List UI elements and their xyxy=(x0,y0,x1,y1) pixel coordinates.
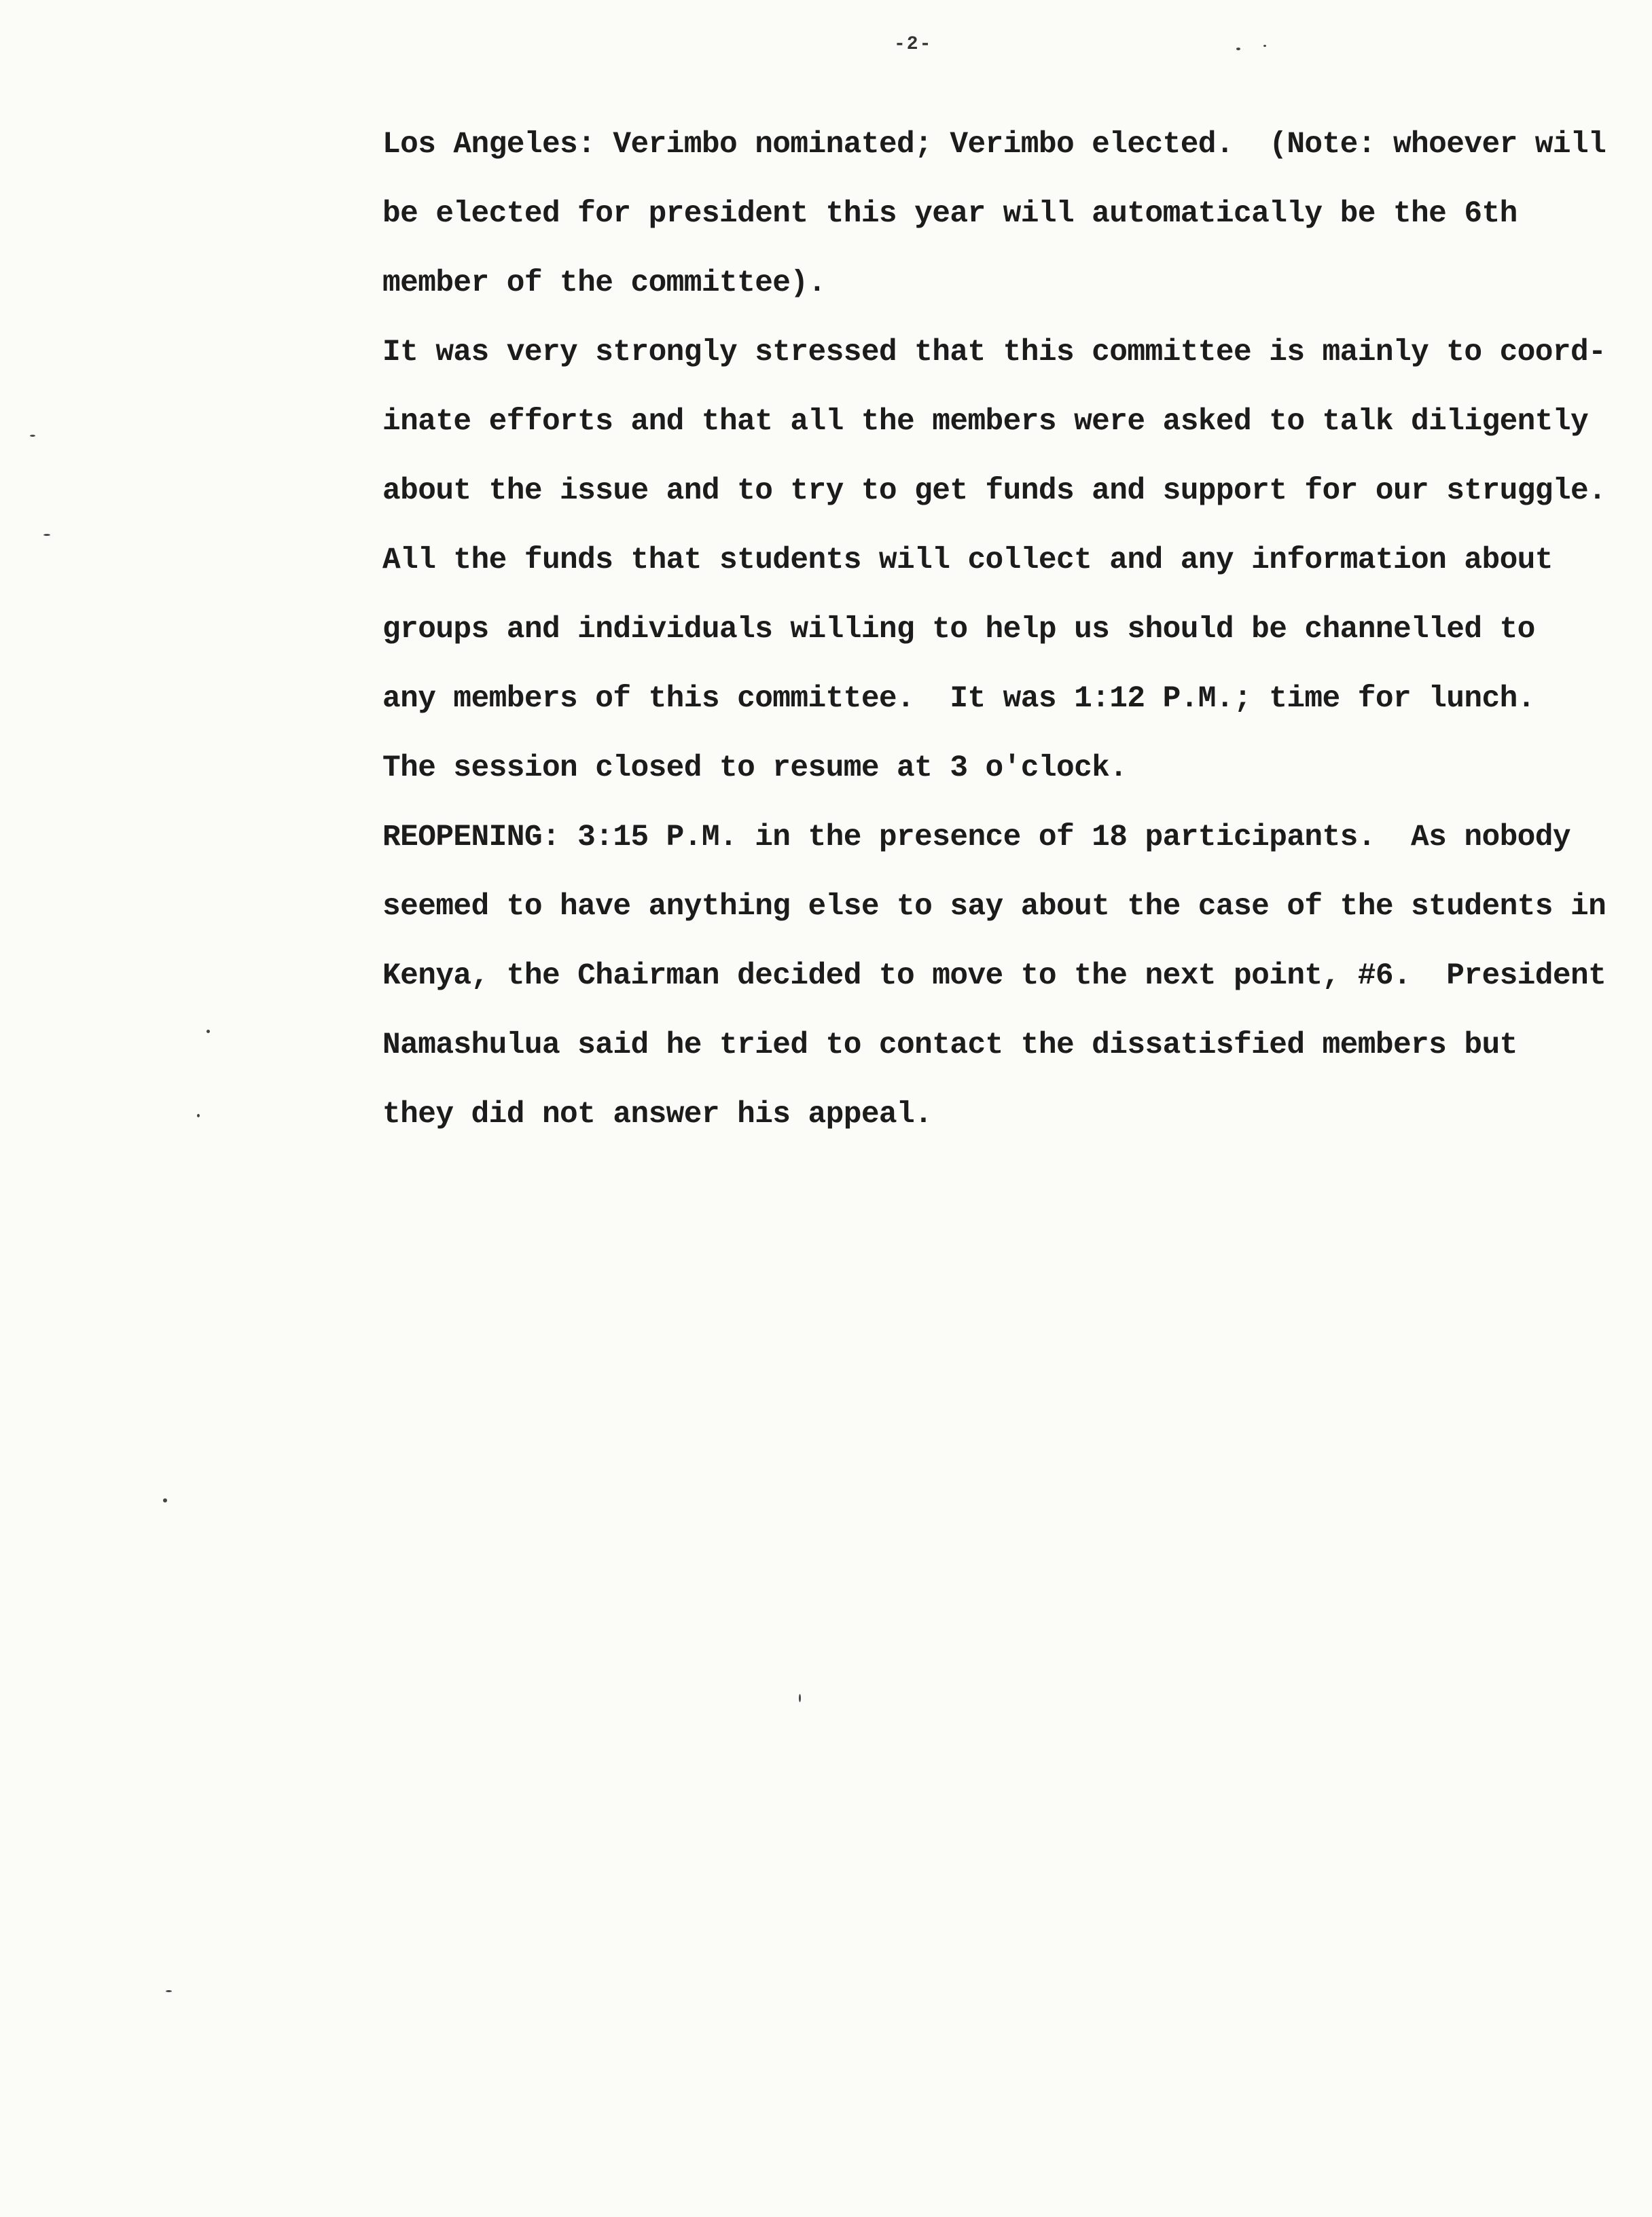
text-line: be elected for president this year will automatically be the 6th xyxy=(382,197,1518,231)
scan-speck xyxy=(206,1030,210,1033)
scan-speck xyxy=(166,1990,172,1992)
scan-speck xyxy=(799,1694,801,1702)
scan-speck xyxy=(30,435,35,437)
text-line: member of the committee). xyxy=(382,266,826,300)
typewritten-text-block xyxy=(382,110,1606,1149)
text-line: seemed to have anything else to say about the case of the students in xyxy=(382,890,1606,924)
scan-speck xyxy=(197,1114,200,1117)
text-line: The session closed to resume at 3 o'clock. xyxy=(382,751,1128,785)
scan-speck xyxy=(163,1498,167,1502)
text-line: It was very strongly stressed that this committee is mainly to coord- xyxy=(382,336,1606,370)
scan-speck xyxy=(43,534,50,536)
scan-speck xyxy=(1236,48,1240,50)
text-line: Kenya, the Chairman decided to move to the next point, #6. President xyxy=(382,959,1606,993)
text-line: Namashulua said he tried to contact the dissatisfied members but xyxy=(382,1028,1518,1062)
text-line: they did not answer his appeal. xyxy=(382,1098,933,1132)
page-number: -2- xyxy=(894,34,933,55)
text-line: REOPENING: 3:15 P.M. in the presence of 18 participants. As nobody xyxy=(382,821,1570,854)
text-line: groups and individuals willing to help us should be channelled to xyxy=(382,613,1535,647)
scan-speck xyxy=(1263,45,1266,47)
text-line: about the issue and to try to get funds and support for our struggle. xyxy=(382,474,1606,508)
text-line: All the funds that students will collect and any information about xyxy=(382,543,1553,577)
text-line: inate efforts and that all the members were asked to talk diligently xyxy=(382,405,1589,439)
text-line: any members of this committee. It was 1:12 P.M.; time for lunch. xyxy=(382,682,1535,716)
text-line: Los Angeles: Verimbo nominated; Verimbo elected. (Note: whoever will xyxy=(382,128,1606,162)
